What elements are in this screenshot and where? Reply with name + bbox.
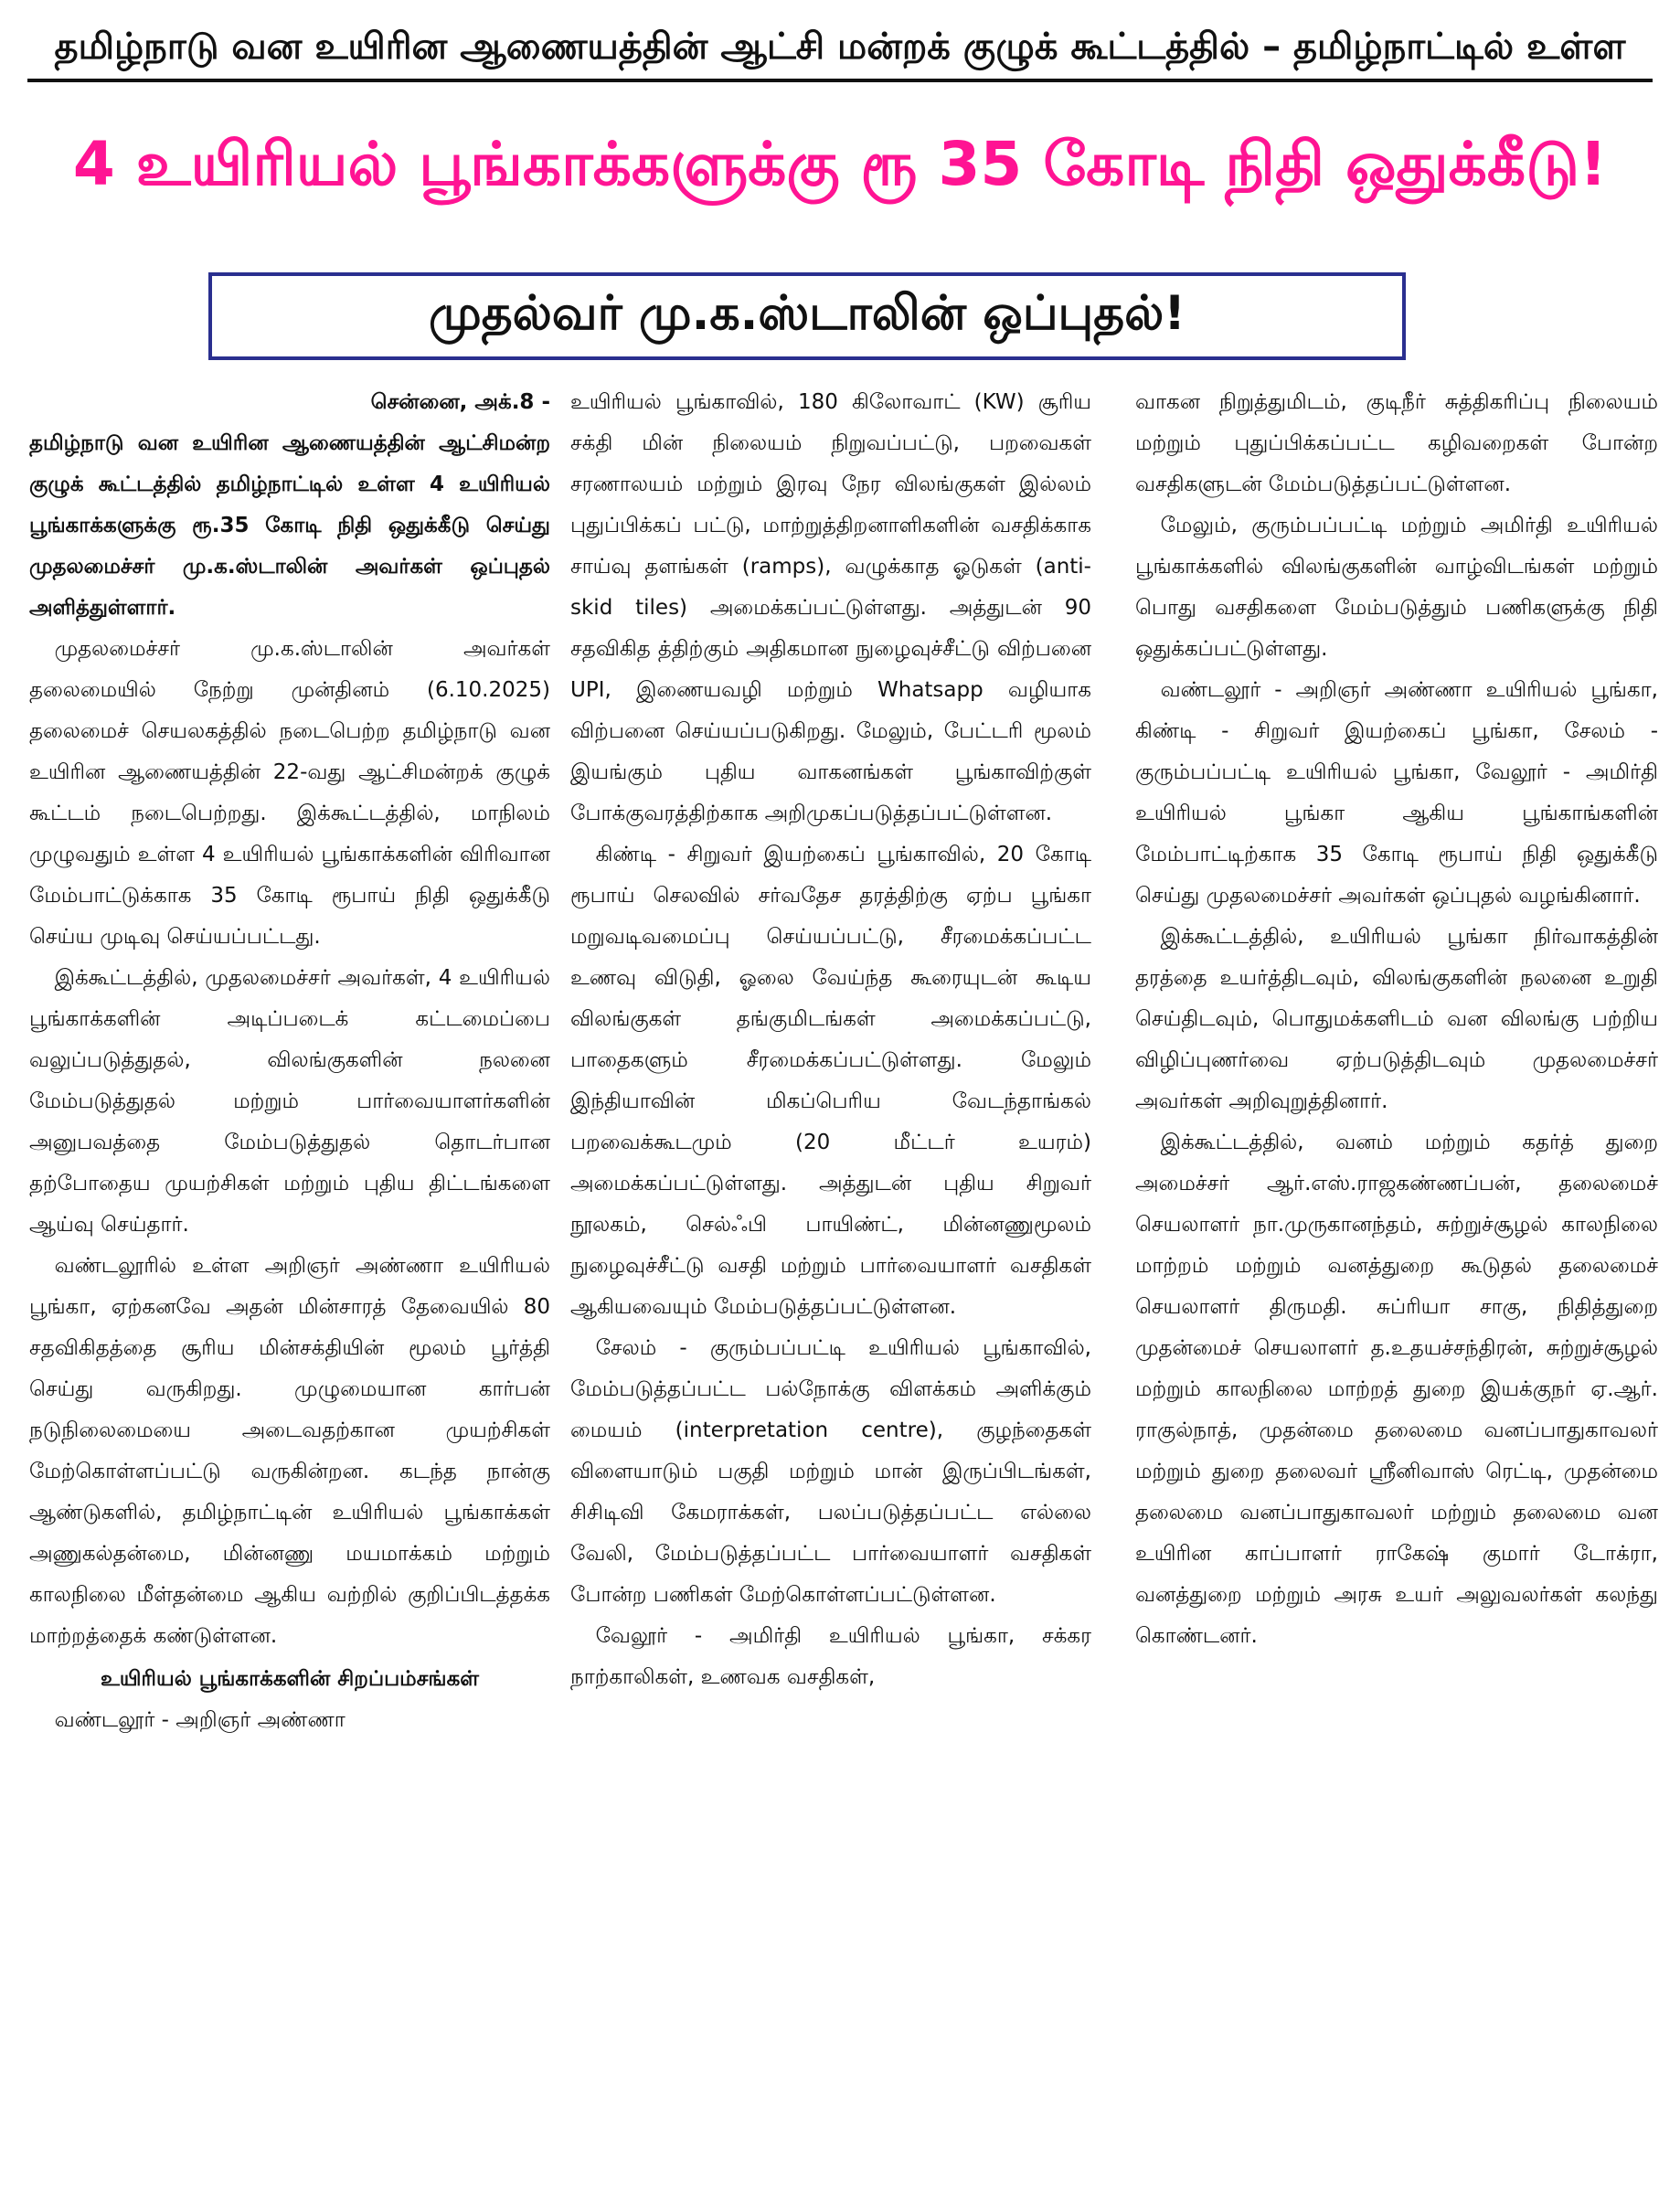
body-paragraph: சேலம் - குரும்பப்பட்டி உயிரியல் பூங்காவில், மேம்படுத்தப்பட்ட பல்நோக்கு விளக்கம் அளிக்கும் மையம் (interpretation centre), குழந்தைகள் விளையாடும் பகுதி மற்றும் மான் இருப்பிடங்கள், சிசிடிவி கேமராக்கள், பலப்படுத்தப்பட்ட எல்லை வேலி, மேம்படுத்தப்பட்ட பார்வையாளர் வசதிகள் போன்ற பணிகள் மேற்கொள்ளப்பட்டுள்ளன.: [570, 1336, 1091, 1607]
body-paragraph: கிண்டி - சிறுவர் இயற்கைப் பூங்காவில், 20 கோடி ரூபாய் செலவில் சர்வதேச தரத்திற்கு ஏற்ப பூங்கா மறுவடிவமைப்பு செய்யப்பட்டு, சீரமைக்கப்பட்ட உணவு விடுதி, ஓலை வேய்ந்த கூரையுடன் கூடிய விலங்குகள் தங்குமிடங்கள் அமைக்கப்பட்டு, பாதைகளும் சீரமைக்கப்பட்டுள்ளது. மேலும் இந்தியாவின் மிகப்பெரிய வேடந்தாங்கல் பறவைக்கூடமும் (20 மீட்டர் உயரம்) அமைக்கப்பட்டுள்ளது. அத்துடன் புதிய சிறுவர் நூலகம், செல்ஃபி பாயிண்ட், மின்னணுமூலம் நுழைவுச்சீட்டு வசதி மற்றும் பார்வையாளர் வசதிகள் ஆகியவையும் மேம்படுத்தப்பட்டுள்ளன.: [570, 843, 1091, 1319]
column-3: [1135, 382, 1658, 1657]
column-2: [570, 382, 1091, 1698]
body-paragraph: வண்டலூரில் உள்ள அறிஞர் அண்ணா உயிரியல் பூங்கா, ஏற்கனவே அதன் மின்சாரத் தேவையில் 80 சதவிகிதத்தை சூரிய மின்சக்தியின் மூலம் பூர்த்தி செய்து வருகிறது. முழுமையான கார்பன் நடுநிலைமையை அடைவதற்கான முயற்சிகள் மேற்கொள்ளப்பட்டு வருகின்றன. கடந்த நான்கு ஆண்டுகளில், தமிழ்நாட்டின் உயிரியல் பூங்காக்கள் அணுகல்தன்மை, மின்னணு மயமாக்கம் மற்றும் காலநிலை மீள்தன்மை ஆகிய வற்றில் குறிப்பிடத்தக்க மாற்றத்தைக் கண்டுள்ளன.: [29, 1254, 550, 1648]
article-subheadline: முதல்வர் மு.க.ஸ்டாலின் ஒப்புதல்!: [429, 285, 1186, 341]
kicker-divider: [27, 79, 1653, 82]
body-paragraph: உயிரியல் பூங்காவில், 180 கிலோவாட் (KW) சூரிய சக்தி மின் நிலையம் நிறுவப்பட்டு, பறவைகள் சரணாலயம் மற்றும் இரவு நேர விலங்குகள் இல்லம் புதுப்பிக்கப் பட்டு, மாற்றுத்திறனாளிகளின் வசதிக்காக சாய்வு தளங்கள் (ramps), வழுக்காத ஓடுகள் (anti-skid tiles) அமைக்கப்பட்டுள்ளது. அத்துடன் 90 சதவிகித த்திற்கும் அதிகமான நுழைவுச்சீட்டு விற்பனை UPI, இணையவழி மற்றும் Whatsapp வழியாக விற்பனை செய்யப்படுகிறது. மேலும், பேட்டரி மூலம் இயங்கும் புதிய வாகனங்கள் பூங்காவிற்குள் போக்குவரத்திற்காக அறிமுகப்படுத்தப்பட்டுள்ளன.: [570, 390, 1091, 825]
body-paragraph: முதலமைச்சர் மு.க.ஸ்டாலின் அவர்கள் தலைமையில் நேற்று முன்தினம் (6.10.2025) தலைமைச் செயலகத்தில் நடைபெற்ற தமிழ்நாடு வன உயிரின ஆணையத்தின் 22-வது ஆட்சிமன்றக் குழுக் கூட்டம் நடைபெற்றது. இக்கூட்டத்தில், மாநிலம் முழுவதும் உள்ள 4 உயிரியல் பூங்காக்களின் விரிவான மேம்பாட்டுக்காக 35 கோடி ரூபாய் நிதி ஒதுக்கீடு செய்ய முடிவு செய்யப்பட்டது.: [29, 637, 550, 949]
article-headline: 4 உயிரியல் பூங்காக்களுக்கு ரூ 35 கோடி நிதி ஒதுக்கீடு!: [72, 129, 1608, 199]
body-paragraph: இக்கூட்டத்தில், முதலமைச்சர் அவர்கள், 4 உயிரியல் பூங்காக்களின் அடிப்படைக் கட்டமைப்பை வலுப்படுத்துதல், விலங்குகளின் நலனை மேம்படுத்துதல் மற்றும் பார்வையாளர்களின் அனுபவத்தை மேம்படுத்துதல் தொடர்பான தற்போதைய முயற்சிகள் மற்றும் புதிய திட்டங்களை ஆய்வு செய்தார்.: [29, 966, 550, 1237]
article-kicker: தமிழ்நாடு வன உயிரின ஆணையத்தின் ஆட்சி மன்றக் குழுக் கூட்டத்தில் – தமிழ்நாட்டில் உள்ள: [54, 26, 1626, 68]
dateline: சென்னை, அக்.8 -: [370, 390, 550, 414]
subheadline-box: [208, 272, 1406, 360]
body-paragraph: வண்டலூர் - அறிஞர் அண்ணா: [54, 1708, 346, 1732]
body-paragraph: வாகன நிறுத்துமிடம், குடிநீர் சுத்திகரிப்பு நிலையம் மற்றும் புதுப்பிக்கப்பட்ட கழிவறைகள் போன்ற வசதிகளுடன் மேம்படுத்தப்பட்டுள்ளன.: [1135, 390, 1658, 496]
body-paragraph: இக்கூட்டத்தில், வனம் மற்றும் கதர்த் துறை அமைச்சர் ஆர்.எஸ்.ராஜகண்ணப்பன், தலைமைச் செயலாளர் நா.முருகானந்தம், சுற்றுச்சூழல் காலநிலை மாற்றம் மற்றும் வனத்துறை கூடுதல் தலைமைச் செயலாளர் திருமதி. சுப்ரியா சாகு, நிதித்துறை முதன்மைச் செயலாளர் த.உதயச்சந்திரன், சுற்றுச்சூழல் மற்றும் காலநிலை மாற்றத் துறை இயக்குநர் ஏ.ஆர். ராகுல்நாத், முதன்மை தலைமை வனப்பாதுகாவலர் மற்றும் துறை தலைவர் ஸ்ரீனிவாஸ் ரெட்டி, முதன்மை தலைமை வனப்பாதுகாவலர் மற்றும் தலைமை வன உயிரின காப்பாளர் ராகேஷ் குமார் டோக்ரா, வனத்துறை மற்றும் அரசு உயர் அலுவலர்கள் கலந்து கொண்டனர்.: [1135, 1131, 1658, 1648]
column-1: [29, 382, 550, 1741]
section-heading: உயிரியல் பூங்காக்களின் சிறப்பம்சங்கள்: [100, 1667, 480, 1691]
body-paragraph: வண்டலூர் - அறிஞர் அண்ணா உயிரியல் பூங்கா, கிண்டி - சிறுவர் இயற்கைப் பூங்கா, சேலம் - குரும்பப்பட்டி உயிரியல் பூங்கா, வேலூர் - அமிர்தி உயிரியல் பூங்கா ஆகிய பூங்காங்களின் மேம்பாட்டிற்காக 35 கோடி ரூபாய் நிதி ஒதுக்கீடு செய்து முதலமைச்சர் அவர்கள் ஒப்புதல் வழங்கினார்.: [1135, 678, 1658, 908]
body-paragraph: வேலூர் - அமிர்தி உயிரியல் பூங்கா, சக்கர நாற்காலிகள், உணவக வசதிகள்,: [570, 1624, 1091, 1689]
body-paragraph: இக்கூட்டத்தில், உயிரியல் பூங்கா நிர்வாகத்தின் தரத்தை உயர்த்திடவும், விலங்குகளின் நலனை உறுதி செய்திடவும், பொதுமக்களிடம் வன விலங்கு பற்றிய விழிப்புணர்வை ஏற்படுத்திடவும் முதலமைச்சர் அவர்கள் அறிவுறுத்தினார்.: [1135, 925, 1658, 1113]
lead-paragraph: தமிழ்நாடு வன உயிரின ஆணையத்தின் ஆட்சிமன்ற குழுக் கூட்டத்தில் தமிழ்நாட்டில் உள்ள 4 உயிரியல் பூங்காக்களுக்கு ரூ.35 கோடி நிதி ஒதுக்கீடு செய்து முதலமைச்சர் மு.க.ஸ்டாலின் அவர்கள் ஒப்புதல் அளித்துள்ளார்.: [29, 431, 550, 620]
body-paragraph: மேலும், குரும்பப்பட்டி மற்றும் அமிர்தி உயிரியல் பூங்காக்களில் விலங்குகளின் வாழ்விடங்கள் மற்றும் பொது வசதிகளை மேம்படுத்தும் பணிகளுக்கு நிதி ஒதுக்கப்பட்டுள்ளது.: [1135, 514, 1658, 661]
